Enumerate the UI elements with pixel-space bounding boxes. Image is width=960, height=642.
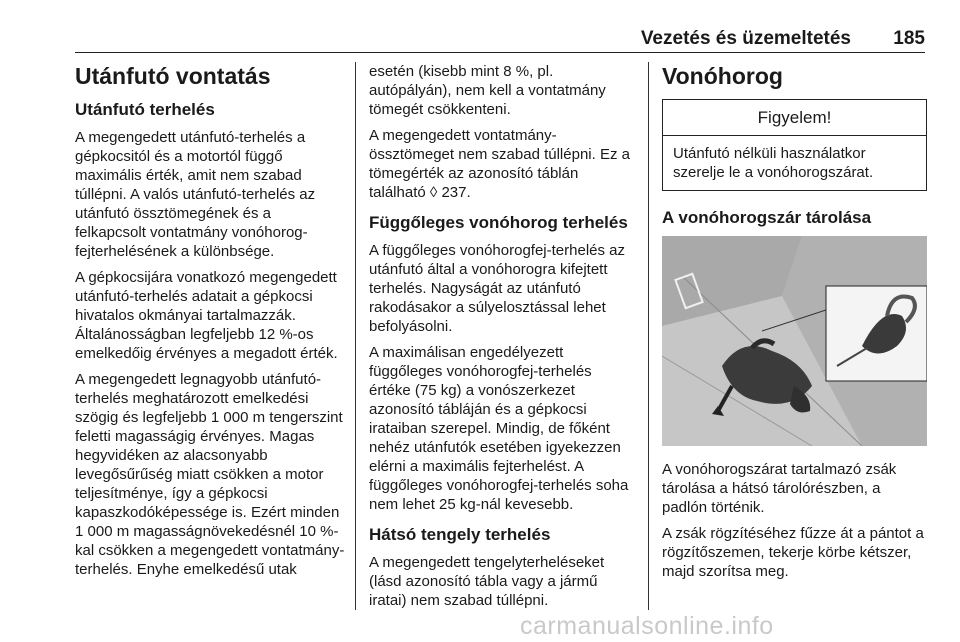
warning-text: Utánfutó nélküli használatkor szerelje le a vonóhorogszárat. xyxy=(673,145,874,181)
header-title: Vezetés és üzemeltetés xyxy=(640,28,851,49)
section-subtitle: A vonóhorogszár tárolása xyxy=(662,208,872,227)
towbar-storage-illustration xyxy=(662,236,927,446)
paragraph: A megengedett vontatmány-össztömeget nem szabad túllépni. Ez a tömegérték az azonosító táblán található ◊ 237. xyxy=(369,127,630,201)
paragraph: A függőleges vonóhorogfej-terhelés az utánfutó által a vonóhorogra kifejtett terhelés. Nagyságát az utánfutó rakodásakor a súlyelosztással lehet befolyásolni. xyxy=(369,242,626,335)
watermark-text: carmanualsonline.info xyxy=(520,612,774,640)
paragraph: A zsák rögzítéséhez fűzze át a pántot a rögzítőszemen, tekerje körbe kétszer, majd szorítsa meg. xyxy=(662,525,924,580)
paragraph: A megengedett utánfutó-terhelés a gépkocsitól és a motortól függő maximális érték, amit nem szabad túllépni. A valós utánfutó-terhelés az utánfutó össztömegének és a felkapcsolt vontatmány vonóhorog-fejterhelésének a különbsége. xyxy=(75,129,316,260)
paragraph: esetén (kisebb mint 8 %, pl. autópályán), nem kell a vontatmány tömegét csökkenteni. xyxy=(369,63,606,118)
section-title: Utánfutó vontatás xyxy=(75,63,271,89)
page-header xyxy=(75,22,925,53)
warning-box xyxy=(662,99,927,191)
illustration-svg xyxy=(662,236,927,446)
paragraph: A gépkocsijára vonatkozó megengedett utánfutó-terhelés adatait a gépkocsi hivatalos okmányai tartalmazzák. Általánosságban legfeljebb 12 %-os emelkedőig érvényes a megadott érték. xyxy=(75,269,338,362)
section-subtitle: Utánfutó terhelés xyxy=(75,100,215,119)
column-divider xyxy=(648,62,649,610)
column-middle xyxy=(369,62,637,617)
column-left xyxy=(75,62,345,586)
paragraph: A vonóhorogszárat tartalmazó zsák tárolása a hátsó tárolórészben, a padlón történik. xyxy=(662,461,897,516)
section-subtitle: Függőleges vonóhorog terhelés xyxy=(369,213,628,232)
section-title: Vonóhorog xyxy=(662,63,783,89)
warning-heading: Figyelem! xyxy=(663,100,926,136)
page-number: 185 xyxy=(893,28,925,49)
section-subtitle: Hátsó tengely terhelés xyxy=(369,525,551,544)
paragraph: A megengedett legnagyobb utánfutó-terhelés meghatározott emelkedési szögig és legfeljebb 1 000 m tengerszint feletti magasságig érvényes. Magas hegyvidéken az alacsonyabb levegősűrűség miatt csökken a motor teljesítménye, így a gépkocsi kapaszkodóképessége is. Ezért minden 1 000 m magasságnövekedésnél 10 %-kal csökken a megengedett vontatmány-terhelés. Enyhe emelkedésű utak xyxy=(75,371,345,578)
column-right xyxy=(662,62,927,588)
paragraph: A megengedett tengelyterheléseket (lásd azonosító tábla vagy a jármű iratai) nem szabad túllépni. xyxy=(369,554,605,609)
paragraph: A maximálisan engedélyezett függőleges vonóhorogfej-terhelés értéke (75 kg) a vonószerkezet azonosító tábláján és a gépkocsi irataiban szerepel. Mindig, de főként nehéz utánfutók esetében igyekezzen elérni a maximális fejterhelést. A függőleges vonóhorogfej-terhelés soha nem lehet 25 kg-nál kevesebb. xyxy=(369,344,629,513)
column-divider xyxy=(355,62,356,610)
